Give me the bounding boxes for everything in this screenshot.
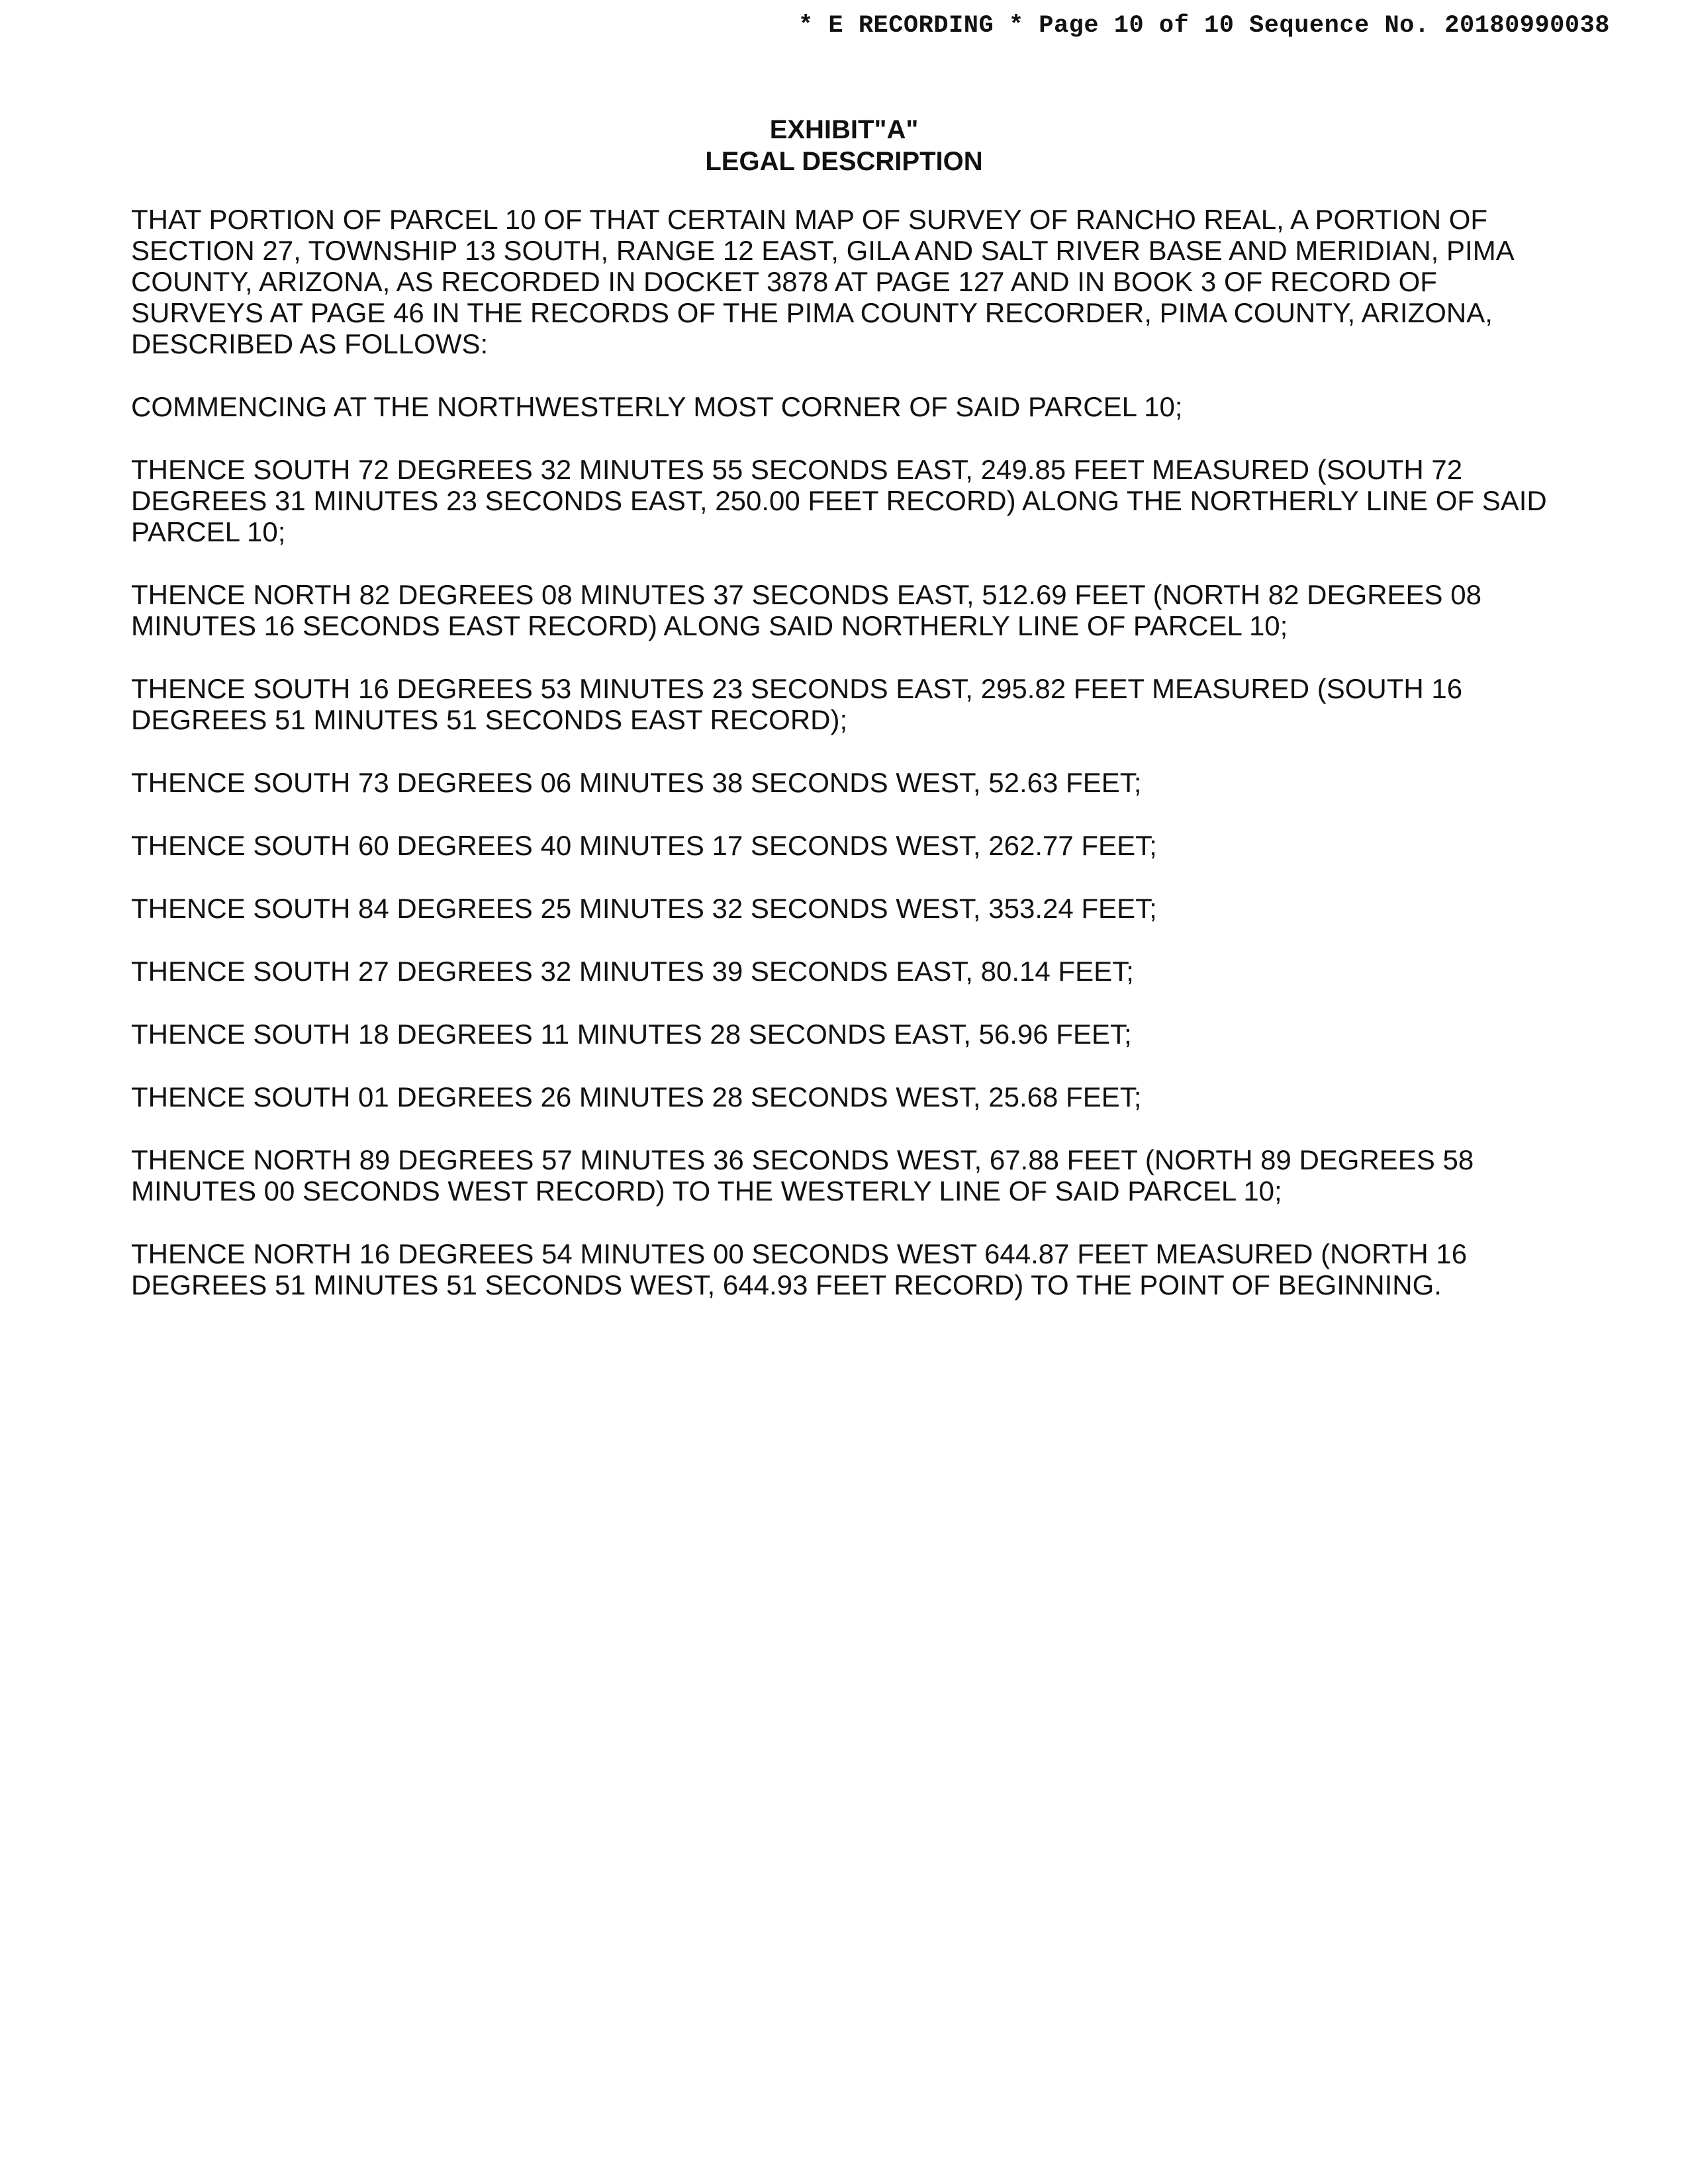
legal-description-heading: LEGAL DESCRIPTION [705, 147, 983, 176]
course-paragraph: THENCE SOUTH 84 DEGREES 25 MINUTES 32 SECONDS WEST, 353.24 FEET; [131, 893, 1157, 924]
intro-paragraph: THAT PORTION OF PARCEL 10 OF THAT CERTAIN MAP OF SURVEY OF RANCHO REAL, A PORTION OF SECTION 27, TOWNSHIP 13 SOUTH, RANGE 12 EAST, GILA AND SALT RIVER BASE AND MERIDIAN, PIMA COUNTY, ARIZONA, AS RECORDED IN DOCKET 3878 AT PAGE 127 AND IN BOOK 3 OF RECORD OF SURVEYS AT PAGE 46 IN THE RECORDS OF THE PIMA COUNTY RECORDER, PIMA COUNTY, ARIZONA, DESCRIBED AS FOLLOWS: [131, 204, 1513, 359]
legal-description-body [131, 204, 1561, 1332]
recording-header: * E RECORDING * Page 10 of 10 Sequence No. 20180990038 [798, 12, 1610, 40]
course-paragraph: THENCE SOUTH 73 DEGREES 06 MINUTES 38 SECONDS WEST, 52.63 FEET; [131, 767, 1142, 798]
exhibit-title-block [0, 114, 1688, 177]
exhibit-title: EXHIBIT"A" [769, 115, 919, 144]
commencing-paragraph: COMMENCING AT THE NORTHWESTERLY MOST CORNER OF SAID PARCEL 10; [131, 391, 1183, 422]
course-paragraph: THENCE NORTH 89 DEGREES 57 MINUTES 36 SECONDS WEST, 67.88 FEET (NORTH 89 DEGREES 58 MINUTES 00 SECONDS WEST RECORD) TO THE WESTERLY LINE OF SAID PARCEL 10; [131, 1144, 1474, 1206]
course-paragraph: THENCE SOUTH 27 DEGREES 32 MINUTES 39 SECONDS EAST, 80.14 FEET; [131, 956, 1134, 987]
course-paragraph: THENCE SOUTH 01 DEGREES 26 MINUTES 28 SECONDS WEST, 25.68 FEET; [131, 1081, 1142, 1113]
course-paragraph: THENCE SOUTH 72 DEGREES 32 MINUTES 55 SECONDS EAST, 249.85 FEET MEASURED (SOUTH 72 DEGREES 31 MINUTES 23 SECONDS EAST, 250.00 FEET RECORD) ALONG THE NORTHERLY LINE OF SAID PARCEL 10; [131, 454, 1547, 547]
course-paragraph: THENCE NORTH 82 DEGREES 08 MINUTES 37 SECONDS EAST, 512.69 FEET (NORTH 82 DEGREES 08 MINUTES 16 SECONDS EAST RECORD) ALONG SAID NORTHERLY LINE OF PARCEL 10; [131, 579, 1481, 641]
closing-course-paragraph: THENCE NORTH 16 DEGREES 54 MINUTES 00 SECONDS WEST 644.87 FEET MEASURED (NORTH 16 DEGREES 51 MINUTES 51 SECONDS WEST, 644.93 FEET RECORD) TO THE POINT OF BEGINNING. [131, 1238, 1468, 1300]
course-paragraph: THENCE SOUTH 16 DEGREES 53 MINUTES 23 SECONDS EAST, 295.82 FEET MEASURED (SOUTH 16 DEGREES 51 MINUTES 51 SECONDS EAST RECORD); [131, 673, 1463, 735]
course-paragraph: THENCE SOUTH 60 DEGREES 40 MINUTES 17 SECONDS WEST, 262.77 FEET; [131, 830, 1157, 861]
course-paragraph: THENCE SOUTH 18 DEGREES 11 MINUTES 28 SECONDS EAST, 56.96 FEET; [131, 1019, 1132, 1050]
